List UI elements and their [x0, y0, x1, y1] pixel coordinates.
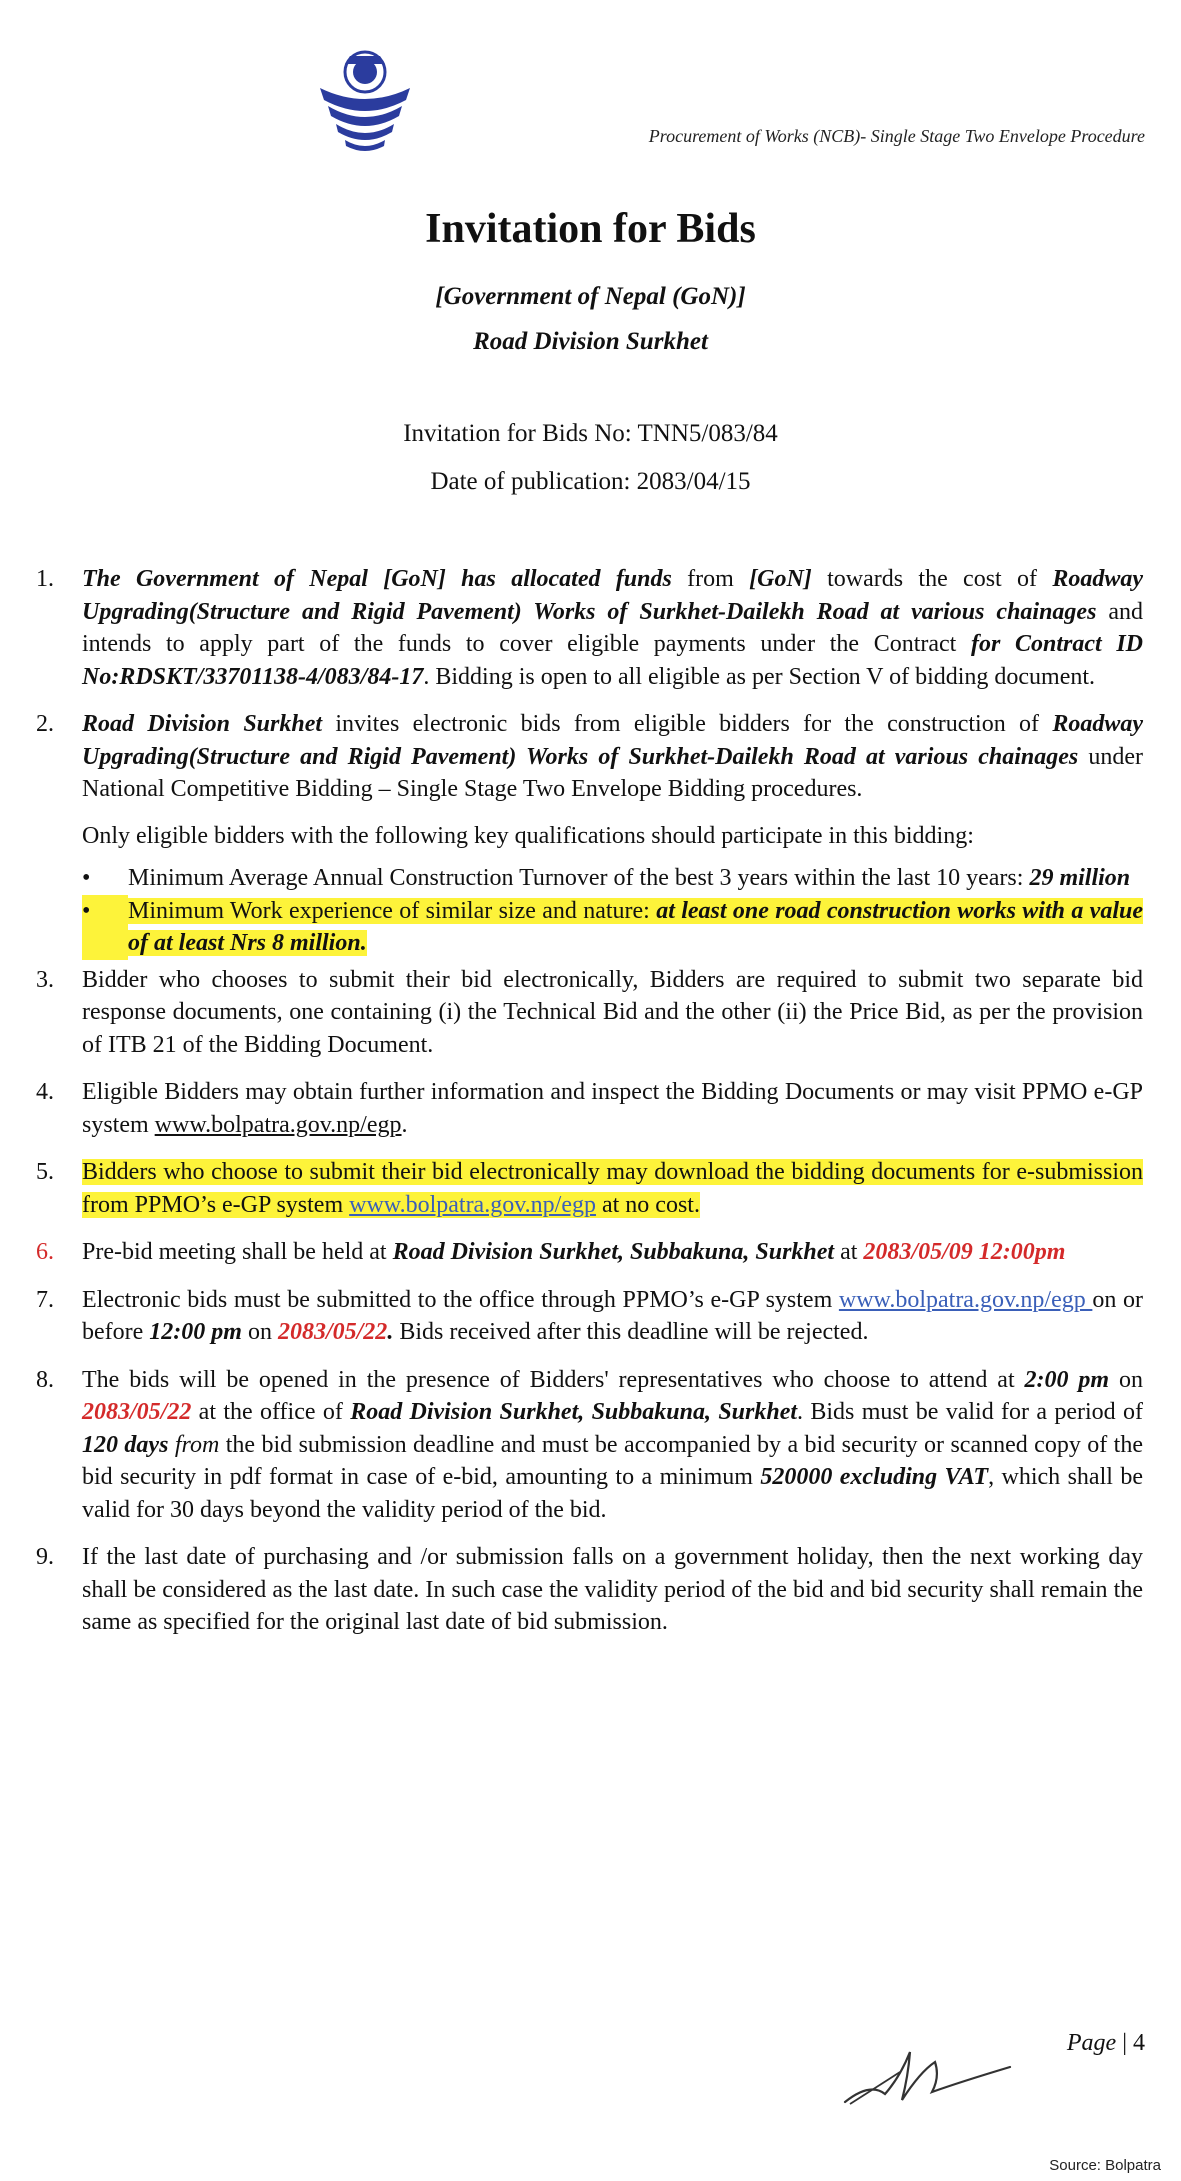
running-head: Procurement of Works (NCB)- Single Stage Two Envelope Procedure — [648, 126, 1145, 146]
pre-bid-datetime: 2083/05/09 12:00pm — [863, 1239, 1066, 1265]
text-span: towards the cost of — [811, 566, 1053, 592]
text-span: The bids will be opened in the presence of Bidders' representatives who choose to attend at — [82, 1366, 1025, 1393]
text-span: on — [241, 1319, 278, 1345]
page-number-value: 4 — [1133, 2030, 1145, 2056]
text-span: . — [387, 1319, 394, 1345]
text-span: and intends to apply part of the funds to cover eligible payments under the Contract — [82, 598, 1144, 657]
text-span: Minimum Average Annual Construction Turnover of the best 3 years within the last 10 years: — [128, 865, 1030, 891]
government-of-nepal-emblem-icon — [300, 40, 430, 170]
text-span: on or before — [82, 1286, 1143, 1345]
opening-time: 2:00 pm — [1024, 1366, 1110, 1393]
text-span: Electronic bids must be submitted to the office through PPMO’s e-GP system — [82, 1286, 839, 1313]
item-number: 8. — [36, 1366, 54, 1393]
ifb-number: Invitation for Bids No: TNN5/083/84 — [403, 420, 778, 447]
text-span: . Bids must be valid for a period of — [797, 1399, 1144, 1425]
bid-item-8 — [36, 1364, 1143, 1527]
submission-date: 2083/05/22 — [277, 1319, 388, 1345]
item-number: 5. — [36, 1159, 54, 1185]
text-span: The Government of Nepal [GoN] has allocated funds — [82, 566, 672, 592]
text-span: at the office of — [191, 1399, 351, 1425]
egp-link[interactable]: www.bolpatra.gov.np/egp — [838, 1286, 1093, 1313]
egp-link[interactable]: www.bolpatra.gov.np/egp — [154, 1111, 402, 1138]
item-text — [82, 1236, 1143, 1269]
text-span: . Bidding is open to all eligible as per Section V of bidding document. — [423, 663, 1096, 690]
text-span: at no cost. — [595, 1191, 700, 1218]
text-span: Minimum Work experience of similar size and nature: — [128, 897, 657, 924]
bid-item-6 — [36, 1236, 1143, 1269]
bid-security-amount: 520000 excluding VAT — [760, 1464, 989, 1490]
page-label: Page — [1066, 2030, 1117, 2056]
page-separator: | — [1122, 2030, 1127, 2056]
item-text: If the last date of purchasing and /or submission falls on a government holiday, then the next working day shall be considered as the last date. In such case the validity period of the bid and bid security shall remain the same as specified for the original last date of bid submission. — [82, 1544, 1143, 1635]
bid-items-list — [36, 563, 1143, 1654]
bid-item-7 — [36, 1284, 1143, 1349]
qualification-item-turnover — [82, 862, 1143, 895]
bid-item-3 — [36, 964, 1143, 1062]
item-text — [82, 1076, 1143, 1141]
government-subtitle: [Government of Nepal (GoN)] — [435, 283, 746, 310]
project-name: Roadway Upgrading(Structure and Rigid Pavement) Works of Surkhet-Dailekh Road at various chainages — [82, 711, 1144, 770]
bid-item-5 — [36, 1156, 1143, 1221]
source-credit: Source: Bolpatra — [1049, 2157, 1161, 2174]
contract-id: for Contract ID No:RDSKT/33701138-4/083/84-17 — [82, 631, 1143, 690]
validity-period: 120 days — [82, 1431, 169, 1458]
bid-item-1 — [36, 563, 1143, 693]
text-span: from — [168, 1431, 220, 1458]
text-span: the bid submission deadline and must be accompanied by a bid security or scanned copy of the bid security in pdf format in case of e-bid, amounting to a minimum — [82, 1431, 1143, 1490]
office-location: Road Division Surkhet, Subbakuna, Surkhet — [350, 1399, 798, 1425]
qualification-intro: Only eligible bidders with the following key qualifications should participate in this bidding: — [82, 822, 974, 849]
item-number: 9. — [36, 1544, 54, 1570]
bid-item-4 — [36, 1076, 1143, 1141]
text-span: from — [671, 566, 750, 592]
item-text — [82, 708, 1143, 866]
publication-date: Date of publication: 2083/04/15 — [430, 468, 751, 495]
item-text — [82, 1284, 1143, 1349]
document-title: Invitation for Bids — [425, 206, 756, 252]
text-span: on — [1109, 1366, 1143, 1393]
text-span: Pre-bid meeting shall be held at — [82, 1239, 393, 1265]
text-span: Eligible Bidders may obtain further information and inspect the Bidding Documents or may visit PPMO e-GP system — [82, 1079, 1143, 1138]
qualification-item-experience — [82, 895, 1143, 960]
text-span: . — [401, 1111, 408, 1138]
item-number: 6. — [36, 1239, 54, 1265]
bullet-icon: • — [82, 865, 91, 891]
text-span: Bids received after this deadline will be rejected. — [393, 1319, 869, 1345]
text-span: [GoN] — [749, 566, 812, 592]
office-name: Road Division Surkhet — [82, 711, 323, 737]
meeting-venue: Road Division Surkhet, Subbakuna, Surkhet — [392, 1239, 835, 1265]
office-subtitle: Road Division Surkhet — [473, 328, 708, 355]
bullet-icon: • — [82, 895, 128, 960]
bid-item-9 — [36, 1541, 1143, 1639]
item-number: 7. — [36, 1286, 54, 1313]
project-name: Roadway Upgrading(Structure and Rigid Pavement) Works of Surkhet-Dailekh Road at various chainages — [82, 566, 1143, 625]
item-number: 2. — [36, 711, 54, 737]
text-span: Bidders who choose to submit their bid electronically may download the bidding documents for e-submission from PPMO’s e-GP system — [82, 1159, 1143, 1218]
experience-value: at least one road construction works with a value of at least Nrs 8 million. — [128, 897, 1143, 956]
item-text — [82, 1364, 1143, 1527]
submission-time: 12:00 pm — [149, 1319, 242, 1345]
qualification-list — [82, 862, 1143, 960]
bid-item-2 — [36, 708, 1143, 866]
egp-link[interactable]: www.bolpatra.gov.np/egp — [349, 1191, 596, 1218]
signature-icon — [840, 2032, 1020, 2112]
item-text: Bidder who chooses to submit their bid electronically, Bidders are required to submit two separate bid response documents, one containing (i) the Technical Bid and the other (ii) the Price Bid, as per the provision of ITB 21 of the Bidding Document. — [82, 966, 1143, 1058]
opening-date: 2083/05/22 — [82, 1399, 192, 1425]
item-number: 4. — [36, 1079, 54, 1105]
text-span: , which shall be valid for 30 days beyond the validity period of the bid. — [82, 1464, 1143, 1523]
page-number — [1067, 2030, 1145, 2057]
text-span: at — [834, 1239, 864, 1265]
item-number: 3. — [36, 966, 54, 993]
text-span: under National Competitive Bidding – Single Stage Two Envelope Bidding procedures. — [82, 743, 1143, 802]
turnover-value: 29 million — [1029, 865, 1131, 891]
item-text — [82, 563, 1143, 693]
item-number: 1. — [36, 566, 54, 592]
text-span: invites electronic bids from eligible bidders for the construction of — [322, 711, 1053, 737]
item-text — [82, 1156, 1143, 1221]
